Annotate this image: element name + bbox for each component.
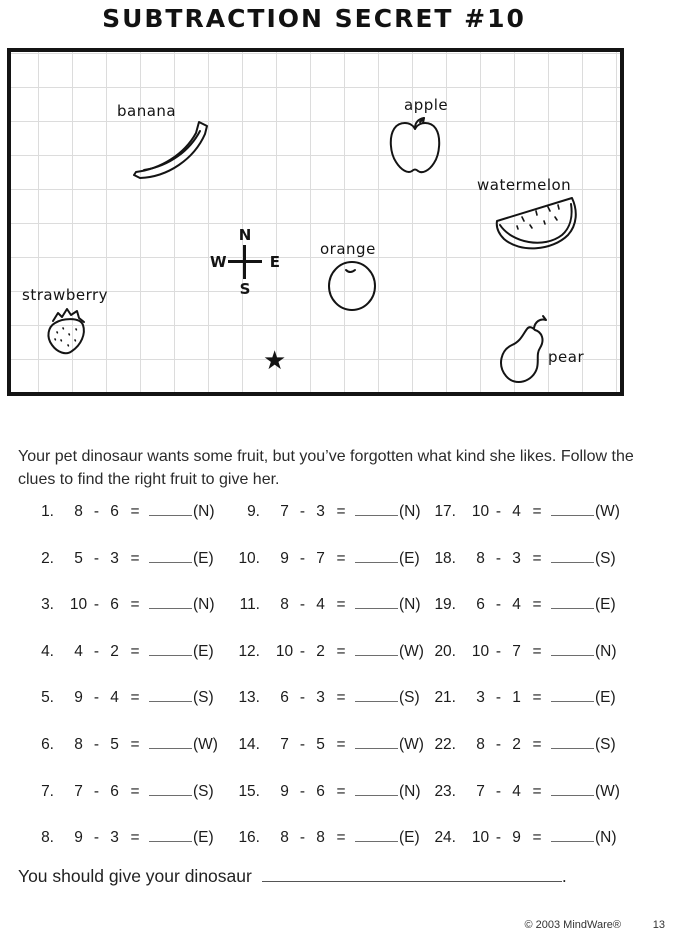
minuend: 4 bbox=[74, 642, 83, 660]
minuend: 6 bbox=[476, 596, 485, 614]
banana-label: banana bbox=[117, 102, 177, 120]
problem-number: 2. bbox=[41, 549, 54, 567]
minuend: 10 bbox=[471, 829, 490, 847]
equals-sign: = bbox=[336, 503, 346, 520]
compass-east-label: E bbox=[269, 253, 280, 271]
direction-label: (S) bbox=[399, 689, 420, 707]
problem-row bbox=[24, 688, 230, 735]
problem-row bbox=[24, 642, 230, 689]
problem-row bbox=[230, 782, 426, 829]
answer-blank[interactable] bbox=[355, 688, 398, 702]
problem-number: 7. bbox=[41, 782, 54, 800]
answer-blank[interactable] bbox=[149, 828, 192, 842]
direction-label: (W) bbox=[193, 735, 218, 753]
equals-sign: = bbox=[336, 782, 346, 800]
minuend: 5 bbox=[74, 549, 83, 567]
minus-sign: - bbox=[93, 642, 100, 660]
answer-blank[interactable] bbox=[551, 502, 594, 516]
subtrahend: 3 bbox=[110, 829, 119, 847]
problem-row bbox=[230, 688, 426, 735]
minuend: 9 bbox=[74, 689, 83, 707]
direction-label: (W) bbox=[595, 503, 620, 520]
minus-sign: - bbox=[495, 689, 502, 707]
subtrahend: 6 bbox=[316, 782, 325, 800]
pear-label: pear bbox=[548, 348, 585, 366]
equals-sign: = bbox=[532, 782, 542, 800]
compass-rose bbox=[210, 226, 280, 298]
minuend: 7 bbox=[74, 782, 83, 800]
answer-blank[interactable] bbox=[355, 595, 398, 609]
answer-blank[interactable] bbox=[149, 595, 192, 609]
problem-number: 22. bbox=[434, 735, 456, 753]
orange-icon bbox=[326, 260, 378, 312]
problem-row bbox=[24, 549, 230, 596]
subtrahend: 1 bbox=[512, 689, 521, 707]
problem-number: 24. bbox=[434, 829, 456, 847]
problem-row bbox=[426, 595, 620, 642]
minuend: 8 bbox=[74, 503, 83, 520]
answer-blank[interactable] bbox=[149, 502, 192, 516]
problem-number: 9. bbox=[247, 503, 260, 520]
answer-blank[interactable] bbox=[149, 688, 192, 702]
apple-label: apple bbox=[404, 96, 449, 114]
minuend: 7 bbox=[280, 735, 289, 753]
subtrahend: 5 bbox=[316, 735, 325, 753]
minuend: 6 bbox=[280, 689, 289, 707]
subtrahend: 2 bbox=[110, 642, 119, 660]
minuend: 9 bbox=[74, 829, 83, 847]
problem-number: 23. bbox=[434, 782, 456, 800]
problem-row bbox=[24, 502, 230, 549]
minus-sign: - bbox=[299, 782, 306, 800]
problem-number: 3. bbox=[41, 596, 54, 614]
answer-blank[interactable] bbox=[149, 642, 192, 656]
subtrahend: 3 bbox=[110, 549, 119, 567]
problem-number: 6. bbox=[41, 735, 54, 753]
equals-sign: = bbox=[336, 596, 346, 614]
minuend: 7 bbox=[280, 503, 289, 520]
problem-row bbox=[24, 735, 230, 782]
direction-label: (N) bbox=[595, 829, 617, 847]
minus-sign: - bbox=[495, 829, 502, 847]
direction-label: (E) bbox=[399, 549, 420, 567]
minuend: 7 bbox=[476, 782, 485, 800]
minus-sign: - bbox=[495, 782, 502, 800]
direction-label: (S) bbox=[595, 549, 616, 567]
direction-label: (E) bbox=[399, 829, 420, 847]
watermelon-label: watermelon bbox=[477, 176, 572, 194]
minus-sign: - bbox=[299, 829, 306, 847]
problem-number: 17. bbox=[434, 503, 456, 520]
minuend: 8 bbox=[476, 549, 485, 567]
equals-sign: = bbox=[532, 549, 542, 567]
problem-number: 15. bbox=[238, 782, 260, 800]
minus-sign: - bbox=[93, 735, 100, 753]
problem-number: 11. bbox=[239, 596, 260, 614]
problem-row bbox=[426, 549, 620, 596]
direction-label: (W) bbox=[595, 782, 620, 800]
equals-sign: = bbox=[532, 829, 542, 847]
answer-blank[interactable] bbox=[551, 828, 594, 842]
minus-sign: - bbox=[495, 503, 502, 520]
minus-sign: - bbox=[93, 549, 100, 567]
minuend: 10 bbox=[471, 503, 490, 520]
problem-row bbox=[230, 549, 426, 596]
minus-sign: - bbox=[93, 782, 100, 800]
subtrahend: 7 bbox=[512, 642, 521, 660]
equals-sign: = bbox=[130, 642, 140, 660]
equals-sign: = bbox=[336, 689, 346, 707]
subtrahend: 3 bbox=[316, 503, 325, 520]
equals-sign: = bbox=[130, 503, 140, 520]
problem-number: 14. bbox=[238, 735, 260, 753]
minus-sign: - bbox=[495, 735, 502, 753]
equals-sign: = bbox=[336, 735, 346, 753]
answer-blank[interactable] bbox=[149, 735, 192, 749]
equals-sign: = bbox=[130, 596, 140, 614]
final-answer-prompt: You should give your dinosaur bbox=[18, 866, 252, 886]
answer-blank[interactable] bbox=[149, 782, 192, 796]
equals-sign: = bbox=[336, 642, 346, 660]
minus-sign: - bbox=[93, 689, 100, 707]
problem-number: 21. bbox=[434, 689, 456, 707]
subtrahend: 4 bbox=[316, 596, 325, 614]
answer-blank[interactable] bbox=[551, 549, 594, 563]
final-answer-line bbox=[18, 866, 567, 887]
watermelon-icon bbox=[492, 191, 580, 253]
direction-label: (E) bbox=[193, 549, 214, 567]
apple-icon bbox=[387, 115, 443, 177]
subtrahend: 6 bbox=[110, 503, 119, 520]
direction-label: (S) bbox=[193, 782, 214, 800]
page-title: SUBTRACTION SECRET #10 bbox=[102, 4, 526, 33]
direction-label: (N) bbox=[399, 596, 421, 614]
minus-sign: - bbox=[299, 689, 306, 707]
subtrahend: 4 bbox=[110, 689, 119, 707]
direction-label: (W) bbox=[399, 735, 424, 753]
equals-sign: = bbox=[336, 549, 346, 567]
answer-blank[interactable] bbox=[551, 688, 594, 702]
problem-number: 18. bbox=[434, 549, 456, 567]
equals-sign: = bbox=[130, 549, 140, 567]
banana-icon bbox=[130, 117, 214, 181]
minus-sign: - bbox=[93, 596, 100, 614]
minus-sign: - bbox=[495, 642, 502, 660]
minus-sign: - bbox=[93, 829, 100, 847]
minus-sign: - bbox=[299, 735, 306, 753]
answer-blank[interactable] bbox=[355, 642, 398, 656]
minus-sign: - bbox=[299, 596, 306, 614]
answer-blank[interactable] bbox=[355, 782, 398, 796]
strawberry-label: strawberry bbox=[22, 286, 109, 304]
subtrahend: 4 bbox=[512, 596, 521, 614]
subtrahend: 2 bbox=[512, 735, 521, 753]
compass-south-label: S bbox=[239, 280, 251, 298]
equals-sign: = bbox=[532, 503, 542, 520]
minus-sign: - bbox=[495, 596, 502, 614]
subtrahend: 3 bbox=[512, 549, 521, 567]
problem-row bbox=[24, 595, 230, 642]
problem-row bbox=[230, 595, 426, 642]
answer-blank[interactable] bbox=[551, 782, 594, 796]
strawberry-icon bbox=[43, 304, 99, 358]
problems-grid bbox=[24, 502, 620, 875]
problem-row bbox=[230, 642, 426, 689]
minuend: 10 bbox=[471, 642, 490, 660]
minus-sign: - bbox=[299, 549, 306, 567]
answer-blank[interactable] bbox=[551, 642, 594, 656]
problem-row bbox=[426, 735, 620, 782]
orange-label: orange bbox=[320, 240, 376, 258]
problem-row bbox=[426, 642, 620, 689]
equals-sign: = bbox=[130, 735, 140, 753]
minuend: 8 bbox=[476, 735, 485, 753]
problem-row bbox=[426, 502, 620, 549]
equals-sign: = bbox=[532, 642, 542, 660]
problem-number: 13. bbox=[238, 689, 260, 707]
answer-blank[interactable] bbox=[355, 502, 398, 516]
direction-label: (E) bbox=[595, 689, 616, 707]
subtrahend: 8 bbox=[316, 829, 325, 847]
direction-label: (S) bbox=[595, 735, 616, 753]
minuend: 10 bbox=[69, 596, 88, 614]
minuend: 8 bbox=[74, 735, 83, 753]
direction-label: (N) bbox=[193, 503, 215, 520]
direction-label: (S) bbox=[193, 689, 214, 707]
subtrahend: 6 bbox=[110, 782, 119, 800]
minus-sign: - bbox=[299, 642, 306, 660]
direction-label: (W) bbox=[399, 642, 424, 660]
answer-blank[interactable] bbox=[551, 735, 594, 749]
subtrahend: 2 bbox=[316, 642, 325, 660]
minus-sign: - bbox=[93, 503, 100, 520]
direction-label: (E) bbox=[193, 829, 214, 847]
answer-blank[interactable] bbox=[355, 735, 398, 749]
subtrahend: 3 bbox=[316, 689, 325, 707]
minuend: 8 bbox=[280, 596, 289, 614]
answer-blank[interactable] bbox=[551, 595, 594, 609]
copyright-text: © 2003 MindWare® bbox=[524, 919, 621, 931]
problem-row bbox=[426, 688, 620, 735]
problem-row bbox=[24, 782, 230, 829]
direction-label: (N) bbox=[399, 782, 421, 800]
compass-north-south-line bbox=[243, 245, 246, 279]
direction-label: (N) bbox=[595, 642, 617, 660]
problem-number: 16. bbox=[238, 829, 260, 847]
minuend: 9 bbox=[280, 782, 289, 800]
minuend: 3 bbox=[476, 689, 485, 707]
subtrahend: 5 bbox=[110, 735, 119, 753]
problem-number: 12. bbox=[238, 642, 260, 660]
problem-row bbox=[230, 735, 426, 782]
instructions-text: Your pet dinosaur wants some fruit, but you’ve forgotten what kind she likes. Follow the clues to find the right fruit to give her. bbox=[18, 448, 634, 488]
direction-label: (E) bbox=[193, 642, 214, 660]
direction-label: (E) bbox=[595, 596, 616, 614]
equals-sign: = bbox=[130, 782, 140, 800]
direction-label: (N) bbox=[193, 596, 215, 614]
start-star-icon: ★ bbox=[263, 345, 287, 375]
direction-label: (N) bbox=[399, 503, 421, 520]
subtrahend: 6 bbox=[110, 596, 119, 614]
final-answer-period: . bbox=[561, 866, 567, 886]
problem-number: 1. bbox=[41, 503, 54, 520]
problem-number: 8. bbox=[41, 829, 54, 847]
equals-sign: = bbox=[532, 596, 542, 614]
answer-blank[interactable] bbox=[355, 828, 398, 842]
minus-sign: - bbox=[495, 549, 502, 567]
subtrahend: 4 bbox=[512, 782, 521, 800]
minuend: 8 bbox=[280, 829, 289, 847]
problem-number: 20. bbox=[434, 642, 456, 660]
equals-sign: = bbox=[130, 829, 140, 847]
answer-blank[interactable] bbox=[355, 549, 398, 563]
problem-number: 4. bbox=[41, 642, 54, 660]
problem-row bbox=[230, 502, 426, 549]
equals-sign: = bbox=[532, 735, 542, 753]
problem-number: 19. bbox=[434, 596, 456, 614]
problem-row bbox=[426, 782, 620, 829]
subtrahend: 4 bbox=[512, 503, 521, 520]
answer-blank[interactable] bbox=[149, 549, 192, 563]
compass-north-label: N bbox=[238, 226, 252, 244]
map-panel bbox=[7, 48, 624, 396]
minus-sign: - bbox=[299, 503, 306, 520]
equals-sign: = bbox=[130, 689, 140, 707]
minuend: 9 bbox=[280, 549, 289, 567]
page-number: 13 bbox=[652, 919, 665, 931]
final-answer-blank[interactable] bbox=[262, 867, 562, 882]
subtrahend: 9 bbox=[512, 829, 521, 847]
problem-number: 10. bbox=[238, 549, 260, 567]
equals-sign: = bbox=[532, 689, 542, 707]
minuend: 10 bbox=[275, 642, 294, 660]
problem-number: 5. bbox=[41, 689, 54, 707]
compass-west-label: W bbox=[210, 253, 227, 271]
pear-icon bbox=[495, 314, 553, 390]
equals-sign: = bbox=[336, 829, 346, 847]
subtrahend: 7 bbox=[316, 549, 325, 567]
